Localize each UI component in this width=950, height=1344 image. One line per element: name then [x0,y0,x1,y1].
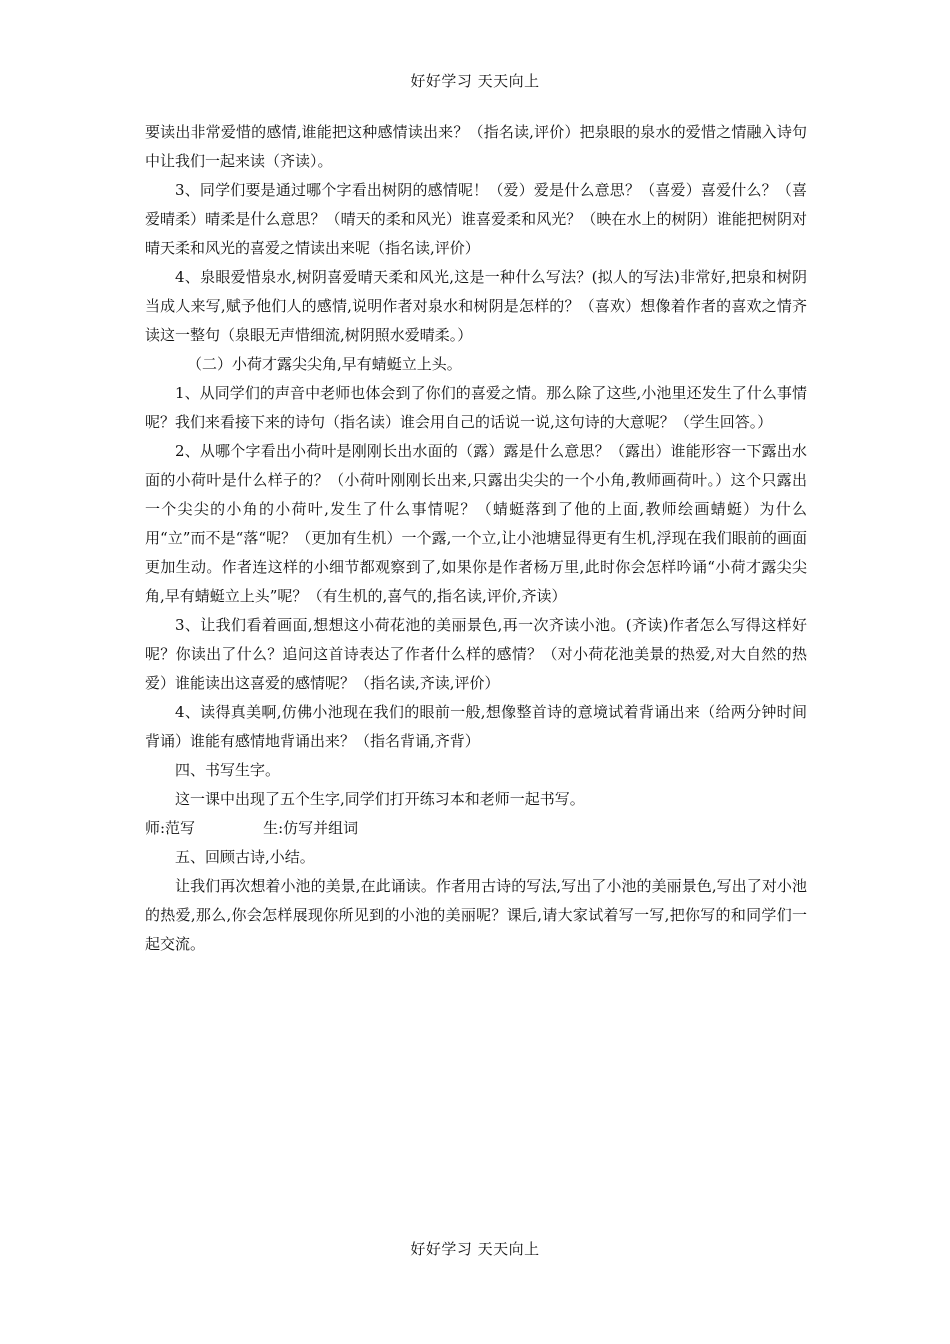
section-heading: 五、回顾古诗,小结。 [175,848,315,866]
paragraph: 要读出非常爱惜的感情,谁能把这种感情读出来？（指名读,评价）把泉眼的泉水的爱惜之情融入诗句中让我们一起来读（齐读）。 [145,123,807,170]
paragraph: 4、泉眼爱惜泉水,树阴喜爱晴天柔和风光,这是一种什么写法？(拟人的写法)非常好,把泉和树阴当成人来写,赋予他们人的感情,说明作者对泉水和树阴是怎样的？（喜欢）想像着作者的喜欢之情齐读这一整句（泉眼无声惜细流,树阴照水爱晴柔。） [145,268,807,344]
paragraph: 1、从同学们的声音中老师也体会到了你们的喜爱之情。那么除了这些,小池里还发生了什么事情呢？我们来看接下来的诗句（指名读）谁会用自己的话说一说,这句诗的大意呢？（学生回答。） [145,384,807,431]
section-heading: （二）小荷才露尖尖角,早有蜻蜓立上头。 [187,355,462,373]
teacher-label: 师:范写 [145,819,196,837]
page-header: 好好学习 天天向上 [410,72,540,90]
paragraph: 4、读得真美啊,仿佛小池现在我们的眼前一般,想像整首诗的意境试着背诵出来（给两分钟时间背诵）谁能有感情地背诵出来？（指名背诵,齐背） [145,703,807,750]
paragraph: 让我们再次想着小池的美景,在此诵读。作者用古诗的写法,写出了小池的美丽景色,写出了对小池的热爱,那么,你会怎样展现你所见到的小池的美丽呢？课后,请大家试着写一写,把你写的和同学们一起交流。 [145,877,807,953]
section-heading: 四、书写生字。 [175,761,281,779]
student-label: 生:仿写并组词 [263,819,359,837]
document-body [145,118,807,959]
teacher-student-line [145,814,807,843]
paragraph: 这一课中出现了五个生字,同学们打开练习本和老师一起书写。 [175,790,585,808]
paragraph: 3、同学们要是通过哪个字看出树阴的感情呢！（爱）爱是什么意思？（喜爱）喜爱什么？（喜爱晴柔）晴柔是什么意思？（晴天的柔和风光）谁喜爱柔和风光？（映在水上的树阴）谁能把树阴对晴天柔和风光的喜爱之情读出来呢（指名读,评价） [145,181,807,257]
paragraph: 3、让我们看着画面,想想这小荷花池的美丽景色,再一次齐读小池。(齐读)作者怎么写得这样好呢？你读出了什么？追问这首诗表达了作者什么样的感情？（对小荷花池美景的热爱,对大自然的热爱）谁能读出这喜爱的感情呢？（指名读,齐读,评价） [145,616,807,692]
page-footer: 好好学习 天天向上 [410,1240,540,1258]
paragraph: 2、从哪个字看出小荷叶是刚刚长出水面的（露）露是什么意思？（露出）谁能形容一下露出水面的小荷叶是什么样子的？（小荷叶刚刚长出来,只露出尖尖的一个小角,教师画荷叶。）这个只露出一个尖尖的小角的小荷叶,发生了什么事情呢？（蜻蜓落到了他的上面,教师绘画蜻蜓）为什么用“立”而不是“落“呢？（更加有生机）一个露,一个立,让小池塘显得更有生机,浮现在我们眼前的画面更加生动。作者连这样的小细节都观察到了,如果你是作者杨万里,此时你会怎样吟诵“小荷才露尖尖角,早有蜻蜓立上头”呢？（有生机的,喜气的,指名读,评价,齐读） [145,442,807,605]
